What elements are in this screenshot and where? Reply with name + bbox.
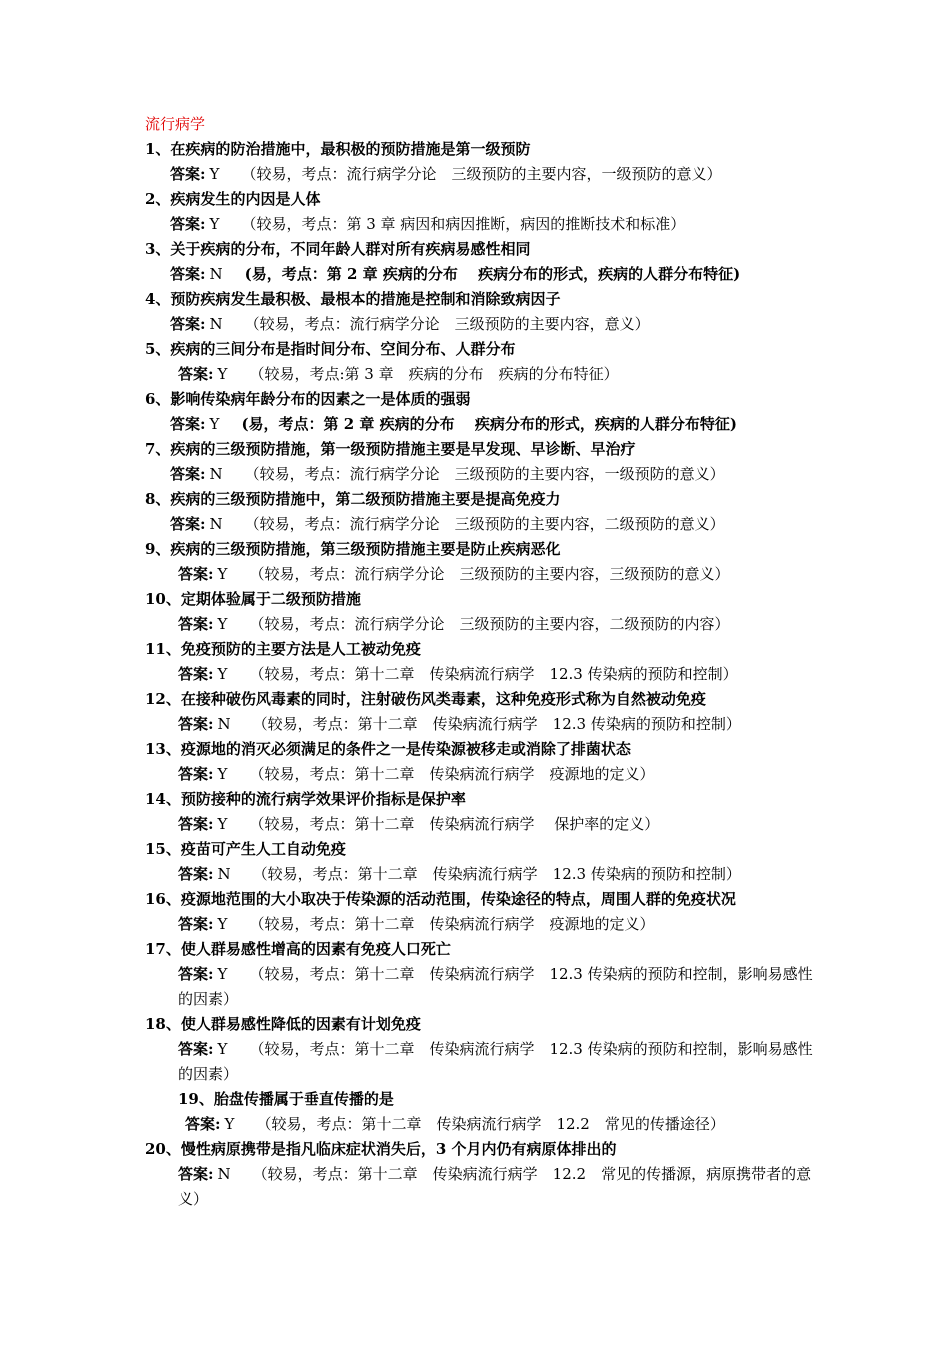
answer-line: [145, 412, 815, 437]
answer-value: Y: [209, 215, 220, 233]
answer-value: Y: [217, 815, 228, 833]
answer-value: Y: [217, 665, 228, 683]
answer-note: （较易，考点：第十二章 传染病流行病学 12.3 传染病的预防和控制）: [249, 665, 738, 683]
answer-note: （较易，考点：第十二章 传染病流行病学 保护率的定义）: [249, 815, 660, 833]
answer-note: （较易，考点：第十二章 传染病流行病学 疫源地的定义）: [249, 915, 655, 933]
answer-value: N: [209, 515, 223, 533]
answer-label: 答案:: [178, 715, 214, 733]
answer-value: Y: [217, 365, 228, 383]
answer-note: （较易，考点：第十二章 传染病流行病学 12.3 传染病的预防和控制）: [252, 865, 741, 883]
answer-line: [145, 262, 815, 287]
answer-value: Y: [224, 1115, 235, 1133]
answer-label: 答案:: [178, 965, 214, 983]
answer-label: 答案:: [178, 615, 214, 633]
answer-line: [145, 762, 815, 787]
answer-label: 答案:: [170, 315, 206, 333]
answer-label: 答案:: [170, 515, 206, 533]
answer-label: 答案:: [178, 665, 214, 683]
answer-label: 答案:: [170, 465, 206, 483]
answer-line: [145, 1112, 815, 1137]
answer-note: （较易，考点：第 3 章 病因和病因推断，病因的推断技术和标准）: [241, 215, 686, 233]
answer-label: 答案:: [170, 165, 206, 183]
section-title: 流行病学: [145, 115, 206, 133]
answer-note: （较易，考点：流行病学分论 三级预防的主要内容，一级预防的意义）: [241, 165, 722, 183]
answer-note: (易，考点：第 2 章 疾病的分布 疾病分布的形式，疾病的人群分布特征): [244, 265, 741, 283]
answer-note: (易，考点：第 2 章 疾病的分布 疾病分布的形式，疾病的人群分布特征): [241, 415, 737, 433]
answer-value: N: [217, 1165, 231, 1183]
question-text: 16、疫源地范围的大小取决于传染源的活动范围，传染途径的特点，周围人群的免疫状况: [145, 890, 736, 908]
answer-line: [145, 1162, 815, 1212]
answer-label: 答案:: [170, 415, 206, 433]
question-text: 8、疾病的三级预防措施中，第二级预防措施主要是提高免疫力: [145, 490, 561, 508]
question-text: 3、关于疾病的分布，不同年龄人群对所有疾病易感性相同: [145, 240, 531, 258]
answer-note: （较易，考点：第十二章 传染病流行病学 疫源地的定义）: [249, 765, 655, 783]
answer-line: [145, 462, 815, 487]
answer-value: Y: [217, 1040, 228, 1058]
answer-note: （较易，考点：第十二章 传染病流行病学 12.2 常见的传播源，病原携带者的意义）: [178, 1165, 812, 1208]
answer-note: （较易，考点:第 3 章 疾病的分布 疾病的分布特征）: [249, 365, 619, 383]
answer-line: [145, 312, 815, 337]
question-text: 1、在疾病的防治措施中，最积极的预防措施是第一级预防: [145, 140, 531, 158]
answer-line: [145, 662, 815, 687]
answer-line: [145, 562, 815, 587]
answer-line: [145, 812, 815, 837]
answer-label: 答案:: [178, 565, 214, 583]
question-text: 2、疾病发生的内因是人体: [145, 190, 321, 208]
question-text: 15、疫苗可产生人工自动免疫: [145, 840, 346, 858]
answer-line: [145, 1037, 815, 1087]
question-text: 7、疾病的三级预防措施，第一级预防措施主要是早发现、早诊断、早治疗: [145, 440, 636, 458]
answer-note: （较易，考点：第十二章 传染病流行病学 12.2 常见的传播途径）: [256, 1115, 725, 1133]
question-text: 17、使人群易感性增高的因素有免疫人口死亡: [145, 940, 451, 958]
answer-line: [145, 712, 815, 737]
question-text: 11、免疫预防的主要方法是人工被动免疫: [145, 640, 421, 658]
answer-label: 答案:: [170, 215, 206, 233]
answer-line: [145, 162, 815, 187]
answer-note: （较易，考点：流行病学分论 三级预防的主要内容，三级预防的意义）: [249, 565, 730, 583]
answer-label: 答案:: [178, 1040, 214, 1058]
answer-label: 答案:: [170, 265, 206, 283]
question-text: 6、影响传染病年龄分布的因素之一是体质的强弱: [145, 390, 471, 408]
answer-label: 答案:: [185, 1115, 221, 1133]
answer-label: 答案:: [178, 1165, 214, 1183]
question-text: 4、预防疾病发生最积极、最根本的措施是控制和消除致病因子: [145, 290, 561, 308]
answer-value: N: [209, 465, 223, 483]
answer-label: 答案:: [178, 765, 214, 783]
question-text: 5、疾病的三间分布是指时间分布、空间分布、人群分布: [145, 340, 516, 358]
answer-value: Y: [209, 165, 220, 183]
answer-line: [145, 962, 815, 1012]
answer-label: 答案:: [178, 815, 214, 833]
answer-note: （较易，考点：流行病学分论 三级预防的主要内容，二级预防的意义）: [244, 515, 725, 533]
answer-note: （较易，考点：流行病学分论 三级预防的主要内容，二级预防的内容）: [249, 615, 730, 633]
answer-value: N: [209, 265, 223, 283]
question-list: [145, 137, 815, 1212]
answer-value: N: [217, 865, 231, 883]
answer-value: Y: [217, 615, 228, 633]
question-text: 13、疫源地的消灭必须满足的条件之一是传染源被移走或消除了排菌状态: [145, 740, 631, 758]
answer-value: Y: [217, 965, 228, 983]
answer-label: 答案:: [178, 865, 214, 883]
answer-line: [145, 362, 815, 387]
answer-line: [145, 212, 815, 237]
question-text: 14、预防接种的流行病学效果评价指标是保护率: [145, 790, 466, 808]
answer-note: （较易，考点：第十二章 传染病流行病学 12.3 传染病的预防和控制，影响易感性的因素）: [178, 1040, 813, 1083]
answer-line: [145, 612, 815, 637]
answer-label: 答案:: [178, 915, 214, 933]
answer-value: Y: [209, 415, 220, 433]
answer-note: （较易，考点：第十二章 传染病流行病学 12.3 传染病的预防和控制，影响易感性的因素）: [178, 965, 813, 1008]
question-text: 20、慢性病原携带是指凡临床症状消失后，3 个月内仍有病原体排出的: [145, 1140, 617, 1158]
answer-value: Y: [217, 565, 228, 583]
question-text: 18、使人群易感性降低的因素有计划免疫: [145, 1015, 421, 1033]
answer-value: N: [217, 715, 231, 733]
question-text: 19、胎盘传播属于垂直传播的是: [178, 1090, 394, 1108]
answer-note: （较易，考点：流行病学分论 三级预防的主要内容，一级预防的意义）: [244, 465, 725, 483]
answer-value: Y: [217, 915, 228, 933]
document-page: [145, 112, 815, 1212]
answer-note: （较易，考点：第十二章 传染病流行病学 12.3 传染病的预防和控制）: [252, 715, 741, 733]
question-text: 10、定期体验属于二级预防措施: [145, 590, 361, 608]
answer-label: 答案:: [178, 365, 214, 383]
answer-value: N: [209, 315, 223, 333]
answer-note: （较易，考点：流行病学分论 三级预防的主要内容，意义）: [244, 315, 650, 333]
answer-line: [145, 512, 815, 537]
question-text: 12、在接种破伤风毒素的同时，注射破伤风类毒素，这种免疫形式称为自然被动免疫: [145, 690, 706, 708]
answer-line: [145, 912, 815, 937]
question-text: 9、疾病的三级预防措施，第三级预防措施主要是防止疾病恶化: [145, 540, 561, 558]
answer-value: Y: [217, 765, 228, 783]
answer-line: [145, 862, 815, 887]
